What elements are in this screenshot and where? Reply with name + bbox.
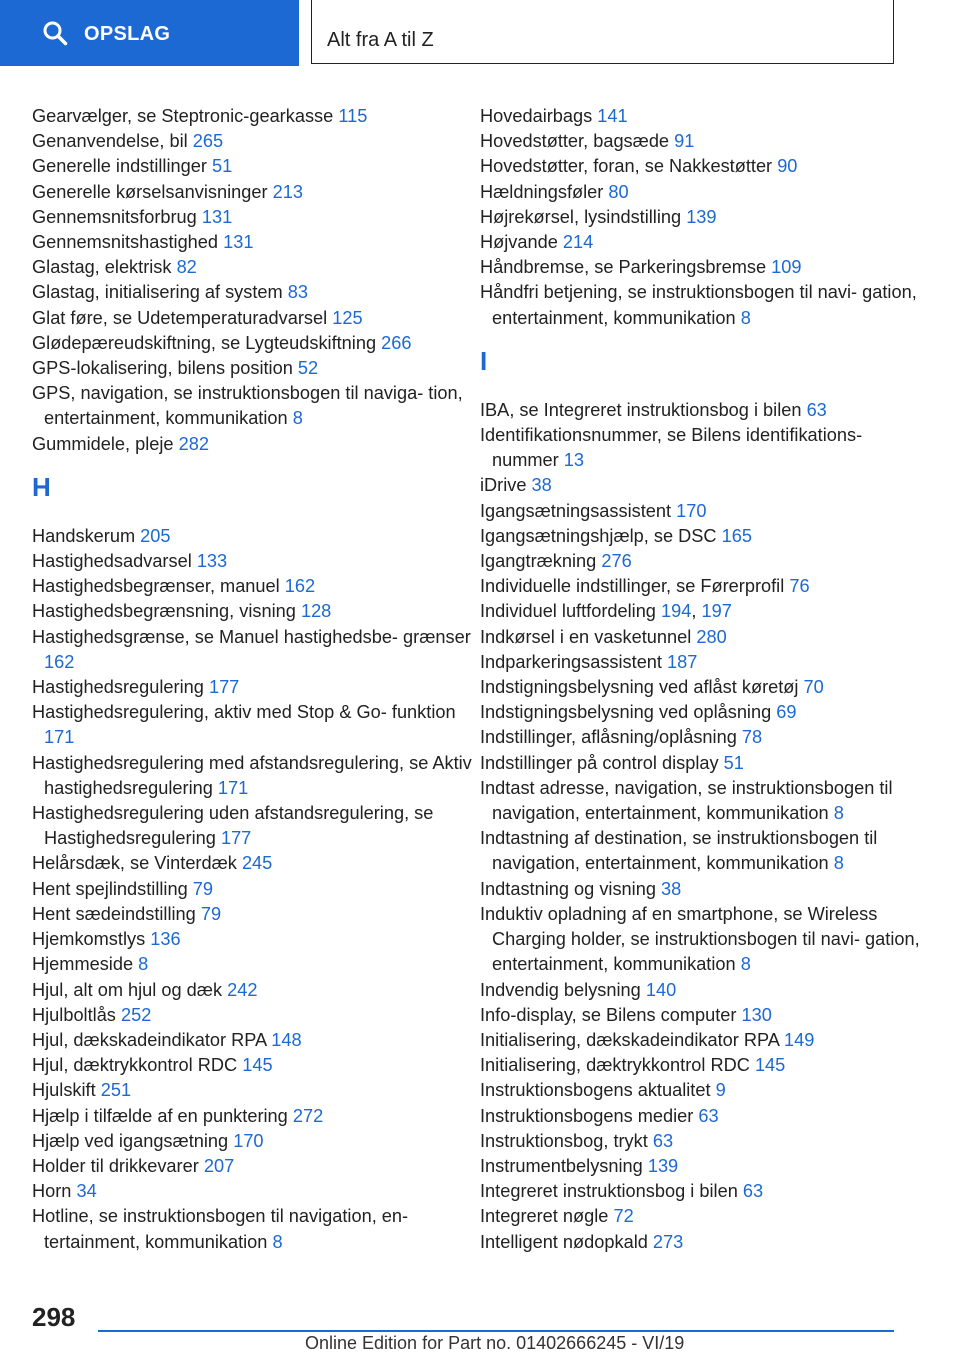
index-entry-text: Genanvendelse, bil	[32, 131, 188, 152]
index-entry-text: Induktiv opladning af en smartphone, se Wireless Charging holder, se instruktionsbogen til navi- gation, entertainment, kommunikation	[480, 903, 920, 975]
page-reference-link[interactable]: 78	[741, 727, 763, 748]
page-reference-link[interactable]: 149	[783, 1029, 815, 1050]
page-reference-link[interactable]: 252	[120, 1004, 152, 1025]
index-entry-text: Hastighedsregulering	[32, 677, 204, 698]
index-entry	[480, 280, 920, 330]
page-reference-link[interactable]: 170	[233, 1130, 264, 1151]
index-entry-text: Glødepæreudskiftning, se Lygteudskiftning	[32, 332, 377, 353]
index-entry	[32, 280, 472, 305]
index-column-left	[32, 104, 472, 1255]
index-entry	[480, 751, 920, 776]
index-entry	[32, 851, 472, 876]
index-entry-text: Hjul, alt om hjul og dæk	[32, 979, 223, 1000]
search-tab-label: OPSLAG	[84, 23, 171, 45]
index-entry-text: Instrumentbelysning	[480, 1155, 643, 1176]
page-reference-link[interactable]: 265	[192, 131, 224, 152]
index-entry	[480, 1078, 920, 1103]
page-reference-link[interactable]: 63	[742, 1181, 764, 1202]
index-entry	[32, 877, 472, 902]
index-entry	[480, 499, 920, 524]
page-reference-link[interactable]: 80	[608, 181, 629, 202]
index-column-right	[480, 104, 920, 1255]
page-reference-link[interactable]: 145	[242, 1055, 273, 1076]
page-reference-link[interactable]: 38	[531, 475, 552, 496]
page-reference-link[interactable]: 194	[661, 601, 692, 622]
page-reference-link[interactable]: 69	[776, 702, 797, 723]
index-entry-text: Hastighedsregulering med afstandsregulering, se Aktiv hastighedsregulering	[32, 752, 472, 798]
page-reference-link[interactable]: 205	[140, 525, 171, 546]
index-entry	[480, 675, 920, 700]
index-letter-heading: H	[32, 471, 51, 502]
page-reference-link[interactable]: 251	[100, 1080, 132, 1101]
index-entry-text: Hjælp i tilfælde af en punktering	[32, 1105, 288, 1126]
index-entry-text: iDrive	[480, 475, 527, 496]
index-entry-text: Instruktionsbogens medier	[480, 1105, 694, 1126]
index-entry-text: Hjulboltlås	[32, 1004, 116, 1025]
page-reference-link[interactable]: 34	[76, 1181, 97, 1202]
page-reference-link[interactable]: 13	[563, 450, 584, 471]
index-entry	[32, 1129, 472, 1154]
index-entry	[32, 801, 472, 851]
index-entry-text: Holder til drikkevarer	[32, 1155, 199, 1176]
page-number: 298	[32, 1302, 76, 1332]
index-entry-text: Indtastning af destination, se instruktionsbogen til navigation, entertainment, kommunikation	[480, 828, 878, 874]
index-entry	[32, 675, 472, 700]
index-entry-text: Hovedstøtter, bagsæde	[480, 131, 670, 152]
index-entry-text: Intelligent nødopkald	[480, 1231, 648, 1252]
index-entry	[32, 1204, 472, 1254]
index-entry-text: Hastighedsbegrænsning, visning	[32, 601, 296, 622]
index-entry-text: Hjul, dæktrykkontrol RDC	[32, 1055, 238, 1076]
index-entry-text: Hastighedsregulering uden afstandsregulering, se Hastighedsregulering	[32, 803, 434, 849]
page-reference-link[interactable]: 273	[652, 1231, 684, 1252]
page-reference-link[interactable]: 128	[300, 601, 332, 622]
index-entry	[32, 549, 472, 574]
page-reference-link[interactable]: 141	[597, 106, 628, 126]
page-reference-link[interactable]: 207	[203, 1155, 235, 1176]
index-entry-text: Hjulskift	[32, 1080, 96, 1101]
index-entry-text: Glastag, elektrisk	[32, 257, 172, 278]
page-reference-link[interactable]: 170	[676, 500, 707, 521]
page-reference-link[interactable]: 82	[176, 257, 197, 278]
index-entry-text: Indstillinger på control display	[480, 752, 719, 773]
page-reference-link[interactable]: 177	[220, 828, 252, 849]
index-entry-text: Igangsætningshjælp, se DSC	[480, 525, 717, 546]
index-entry-text: Integreret instruktionsbog i bilen	[480, 1181, 738, 1202]
page-reference-link[interactable]: 148	[271, 1029, 302, 1050]
header	[0, 0, 960, 66]
index-entry-text: Indtastning og visning	[480, 878, 656, 899]
index-entry-text: Hjemkomstlys	[32, 929, 146, 950]
index-entry-text: Individuelle indstillinger, se Førerprofil	[480, 576, 785, 597]
page-reference-link[interactable]: 139	[647, 1155, 679, 1176]
page-reference-link[interactable]: 8	[138, 954, 149, 975]
page-reference-link[interactable]: 79	[192, 878, 213, 899]
index-entry	[480, 877, 920, 902]
index-entry-text: Hent sædeindstilling	[32, 903, 196, 924]
page-reference-link[interactable]: 272	[292, 1105, 324, 1126]
search-tab[interactable]	[0, 0, 299, 66]
index-entry-text: GPS, navigation, se instruktionsbogen til naviga- tion, entertainment, kommunikation	[32, 383, 463, 429]
page-reference-link[interactable]: 8	[740, 954, 751, 975]
index-entry-text: IBA, se Integreret instruktionsbog i bilen	[480, 399, 802, 420]
index-entry-text: Højvande	[480, 232, 558, 253]
index-entry-text: Hastighedsadvarsel	[32, 551, 192, 572]
page-reference-link[interactable]: 165	[721, 525, 752, 546]
page-reference-link[interactable]: 9	[715, 1080, 726, 1101]
index-entry	[480, 154, 920, 179]
index-entry-text: Indvendig belysning	[480, 979, 641, 1000]
index-entry	[32, 902, 472, 927]
page-reference-link[interactable]: 133	[196, 551, 228, 572]
index-entry	[480, 549, 920, 574]
index-entry-text: Hjemmeside	[32, 954, 134, 975]
page-reference-link[interactable]: 125	[332, 307, 363, 328]
index-entry	[32, 952, 472, 977]
page-reference-link[interactable]: 214	[562, 232, 594, 253]
index-entry-text: Igangtrækning	[480, 551, 597, 572]
index-entry-text: Gennemsnitsforbrug	[32, 206, 197, 227]
index-entry	[32, 381, 472, 431]
page-reference-link[interactable]: 139	[686, 206, 717, 227]
index-entry	[32, 978, 472, 1003]
page-reference-link[interactable]: 8	[833, 803, 844, 824]
page-reference-link[interactable]: 197	[701, 601, 732, 622]
index-entry	[32, 1028, 472, 1053]
page-reference-link[interactable]: 276	[601, 551, 632, 572]
page-reference-link[interactable]: 51	[211, 156, 233, 177]
page-reference-link[interactable]: 52	[297, 358, 319, 379]
index-entry-text: Hjælp ved igangsætning	[32, 1130, 229, 1151]
index-entry-text: Glat føre, se Udetemperaturadvarsel	[32, 307, 328, 328]
page-reference-link[interactable]: 162	[284, 576, 316, 597]
index-entry-text: GPS-lokalisering, bilens position	[32, 358, 293, 379]
index-entry-text: Info-display, se Bilens computer	[480, 1004, 737, 1025]
index-entry	[32, 129, 472, 154]
index-entry	[32, 230, 472, 255]
index-entry-text: Håndbremse, se Parkeringsbremse	[480, 257, 767, 278]
index-entry-text: Hjul, dækskadeindikator RPA	[32, 1029, 267, 1050]
page-reference-link[interactable]: 76	[789, 576, 810, 597]
index-entry	[32, 599, 472, 624]
index-entry	[480, 826, 920, 876]
index-entry	[480, 1053, 920, 1078]
index-entry	[480, 650, 920, 675]
index-entry	[32, 1003, 472, 1028]
index-entry-text: Igangsætningsassistent	[480, 500, 672, 521]
page-reference-link[interactable]: 63	[806, 399, 827, 420]
index-entry-text: Handskerum	[32, 525, 136, 546]
index-entry	[32, 432, 472, 457]
edition-text: Online Edition for Part no. 01402666245 - VI/19	[305, 1333, 685, 1353]
index-letter-heading: I	[480, 345, 488, 376]
footer-divider	[98, 1330, 894, 1332]
page-reference-link[interactable]: 171	[44, 727, 75, 748]
index-entry	[480, 1104, 920, 1129]
index-entry	[480, 1179, 920, 1204]
index-entry-text: Højrekørsel, lysindstilling	[480, 206, 682, 227]
page-reference-link[interactable]: 8	[272, 1231, 283, 1252]
index-entry-text: Hent spejlindstilling	[32, 878, 188, 899]
index-entry	[480, 1230, 920, 1255]
index-entry	[32, 751, 472, 801]
section-title: Alt fra A til Z	[327, 29, 434, 51]
index-entry	[480, 625, 920, 650]
index-entry-text: Hovedairbags	[480, 106, 593, 126]
index-entry	[480, 1003, 920, 1028]
index-entry	[32, 205, 472, 230]
index-entry-text: Hældningsføler	[480, 181, 604, 202]
index-entry	[480, 129, 920, 154]
page-reference-link[interactable]: 213	[272, 181, 303, 202]
index-entry	[32, 1104, 472, 1129]
index-entry	[480, 104, 920, 129]
index-entry	[480, 473, 920, 498]
index-entry	[32, 180, 472, 205]
page-reference-link[interactable]: 187	[667, 651, 698, 672]
index-entry-text: Identifikationsnummer, se Bilens identifikations- nummer	[480, 425, 863, 471]
page-reference-link[interactable]: 242	[227, 979, 258, 1000]
page-reference-link[interactable]: 79	[200, 903, 222, 924]
index-entry-text: Indtast adresse, navigation, se instruktionsbogen til navigation, entertainment, kommunikation	[480, 777, 893, 824]
page-reference-link[interactable]: 8	[740, 307, 751, 328]
page-reference-link[interactable]: 63	[698, 1105, 719, 1126]
index-entry: Individuel luftfordeling 194, 197	[480, 601, 732, 622]
index-entry-text: Hastighedsbegrænser, manuel	[32, 576, 280, 597]
page-reference-link[interactable]: 245	[241, 853, 273, 874]
index-entry-text: Glastag, initialisering af system	[32, 282, 283, 303]
index-entry	[32, 524, 472, 549]
index-entry	[480, 205, 920, 230]
page-reference-link[interactable]: 115	[338, 106, 368, 126]
index-entry-text: Indparkeringsassistent	[480, 651, 662, 672]
index-entry	[480, 180, 920, 205]
index-entry	[480, 574, 920, 599]
page-reference-link[interactable]: 266	[381, 332, 412, 353]
index-entry-text: Initialisering, dækskadeindikator RPA	[480, 1029, 779, 1050]
index-entry	[480, 776, 920, 826]
index-entry-text: Indstigningsbelysning ved oplåsning	[480, 702, 772, 723]
index-entry-text: Hastighedsgrænse, se Manuel hastighedsbe- grænser	[32, 626, 471, 647]
page-reference-link[interactable]: 131	[223, 232, 254, 253]
section-title-box	[311, 0, 894, 64]
index-entry	[32, 154, 472, 179]
index-entry	[480, 902, 920, 978]
page-reference-link[interactable]: 8	[292, 408, 303, 429]
index-entry	[480, 230, 920, 255]
index-entry-text: Hastighedsregulering, aktiv med Stop & Go- funktion	[32, 702, 456, 723]
page-reference-link[interactable]: 72	[613, 1206, 634, 1227]
index-entry-text: Generelle kørselsanvisninger	[32, 181, 268, 202]
index-entry	[480, 255, 920, 280]
index-entry-text: Initialisering, dæktrykkontrol RDC	[480, 1055, 750, 1076]
page-reference-link[interactable]: 282	[178, 433, 209, 454]
index-entry	[480, 1129, 920, 1154]
index-entry-text: Helårsdæk, se Vinterdæk	[32, 853, 237, 874]
search-icon	[42, 20, 68, 46]
index-entry	[480, 725, 920, 750]
page-reference-link[interactable]: 8	[833, 853, 844, 874]
index-entry	[32, 356, 472, 381]
index-entry	[480, 1154, 920, 1179]
index-entry-text: Hovedstøtter, foran, se Nakkestøtter	[480, 156, 773, 177]
index-entry	[32, 700, 472, 750]
page-reference-link[interactable]: 51	[723, 752, 744, 773]
page-reference-link[interactable]: 131	[201, 206, 233, 227]
page-reference-link[interactable]: 171	[217, 777, 249, 798]
index-entry	[32, 927, 472, 952]
index-entry	[32, 104, 472, 129]
index-entry	[32, 1179, 472, 1204]
page-reference-link[interactable]: 140	[645, 979, 677, 1000]
index-entry	[32, 1078, 472, 1103]
index-entry-text: Indstillinger, aflåsning/oplåsning	[480, 727, 737, 748]
page-reference-link[interactable]: 91	[674, 131, 695, 152]
page-reference-link[interactable]: 130	[741, 1004, 772, 1025]
index-entry-text: Instruktionsbogens aktualitet	[480, 1080, 711, 1101]
page-reference-link[interactable]: 63	[652, 1130, 674, 1151]
index-entry-text: Instruktionsbog, trykt	[480, 1130, 648, 1151]
index-entry-text: Gearvælger, se Steptronic-gearkasse	[32, 106, 334, 126]
index-entry	[32, 1154, 472, 1179]
index-entry-text: Generelle indstillinger	[32, 156, 207, 177]
index-entry	[480, 1028, 920, 1053]
page-reference-link[interactable]: 38	[661, 878, 682, 899]
index-entry	[480, 700, 920, 725]
index-entry-text: Hotline, se instruktionsbogen til navigation, en- tertainment, kommunikation	[32, 1206, 409, 1252]
index-entry	[480, 1204, 920, 1229]
page-reference-link[interactable]: 162	[44, 651, 75, 672]
index-entry	[480, 524, 920, 549]
index-entry	[480, 978, 920, 1003]
index-entry-text: Individuel luftfordeling	[480, 601, 656, 622]
index-entry	[480, 398, 920, 423]
index-entry	[32, 255, 472, 280]
page-reference-link[interactable]: 280	[696, 626, 727, 647]
index-entry	[32, 1053, 472, 1078]
index-entry	[32, 306, 472, 331]
index-entry-text: Gummidele, pleje	[32, 433, 174, 454]
page-reference-link[interactable]: 136	[150, 929, 181, 950]
index-entry-text: Håndfri betjening, se instruktionsbogen til navi- gation, entertainment, kommunikation	[480, 282, 917, 328]
page-reference-link[interactable]: 90	[777, 156, 798, 177]
index-entry	[32, 331, 472, 356]
index-entry	[480, 423, 920, 473]
index-entry-text: Indstigningsbelysning ved aflåst køretøj	[480, 677, 799, 698]
index-entry-text: Gennemsnitshastighed	[32, 232, 219, 253]
page-reference-link[interactable]: 70	[803, 677, 824, 698]
page-reference-link[interactable]: 109	[771, 257, 802, 278]
index-entry-text: Horn	[32, 1181, 72, 1202]
page-reference-link[interactable]: 177	[208, 677, 240, 698]
index-entry	[32, 574, 472, 599]
page-reference-link[interactable]: 83	[287, 282, 308, 303]
index-entry-text: Integreret nøgle	[480, 1206, 609, 1227]
index-entry	[32, 625, 472, 675]
page-reference-link[interactable]: 145	[754, 1055, 786, 1076]
index-entry-text: Indkørsel i en vasketunnel	[480, 626, 692, 647]
